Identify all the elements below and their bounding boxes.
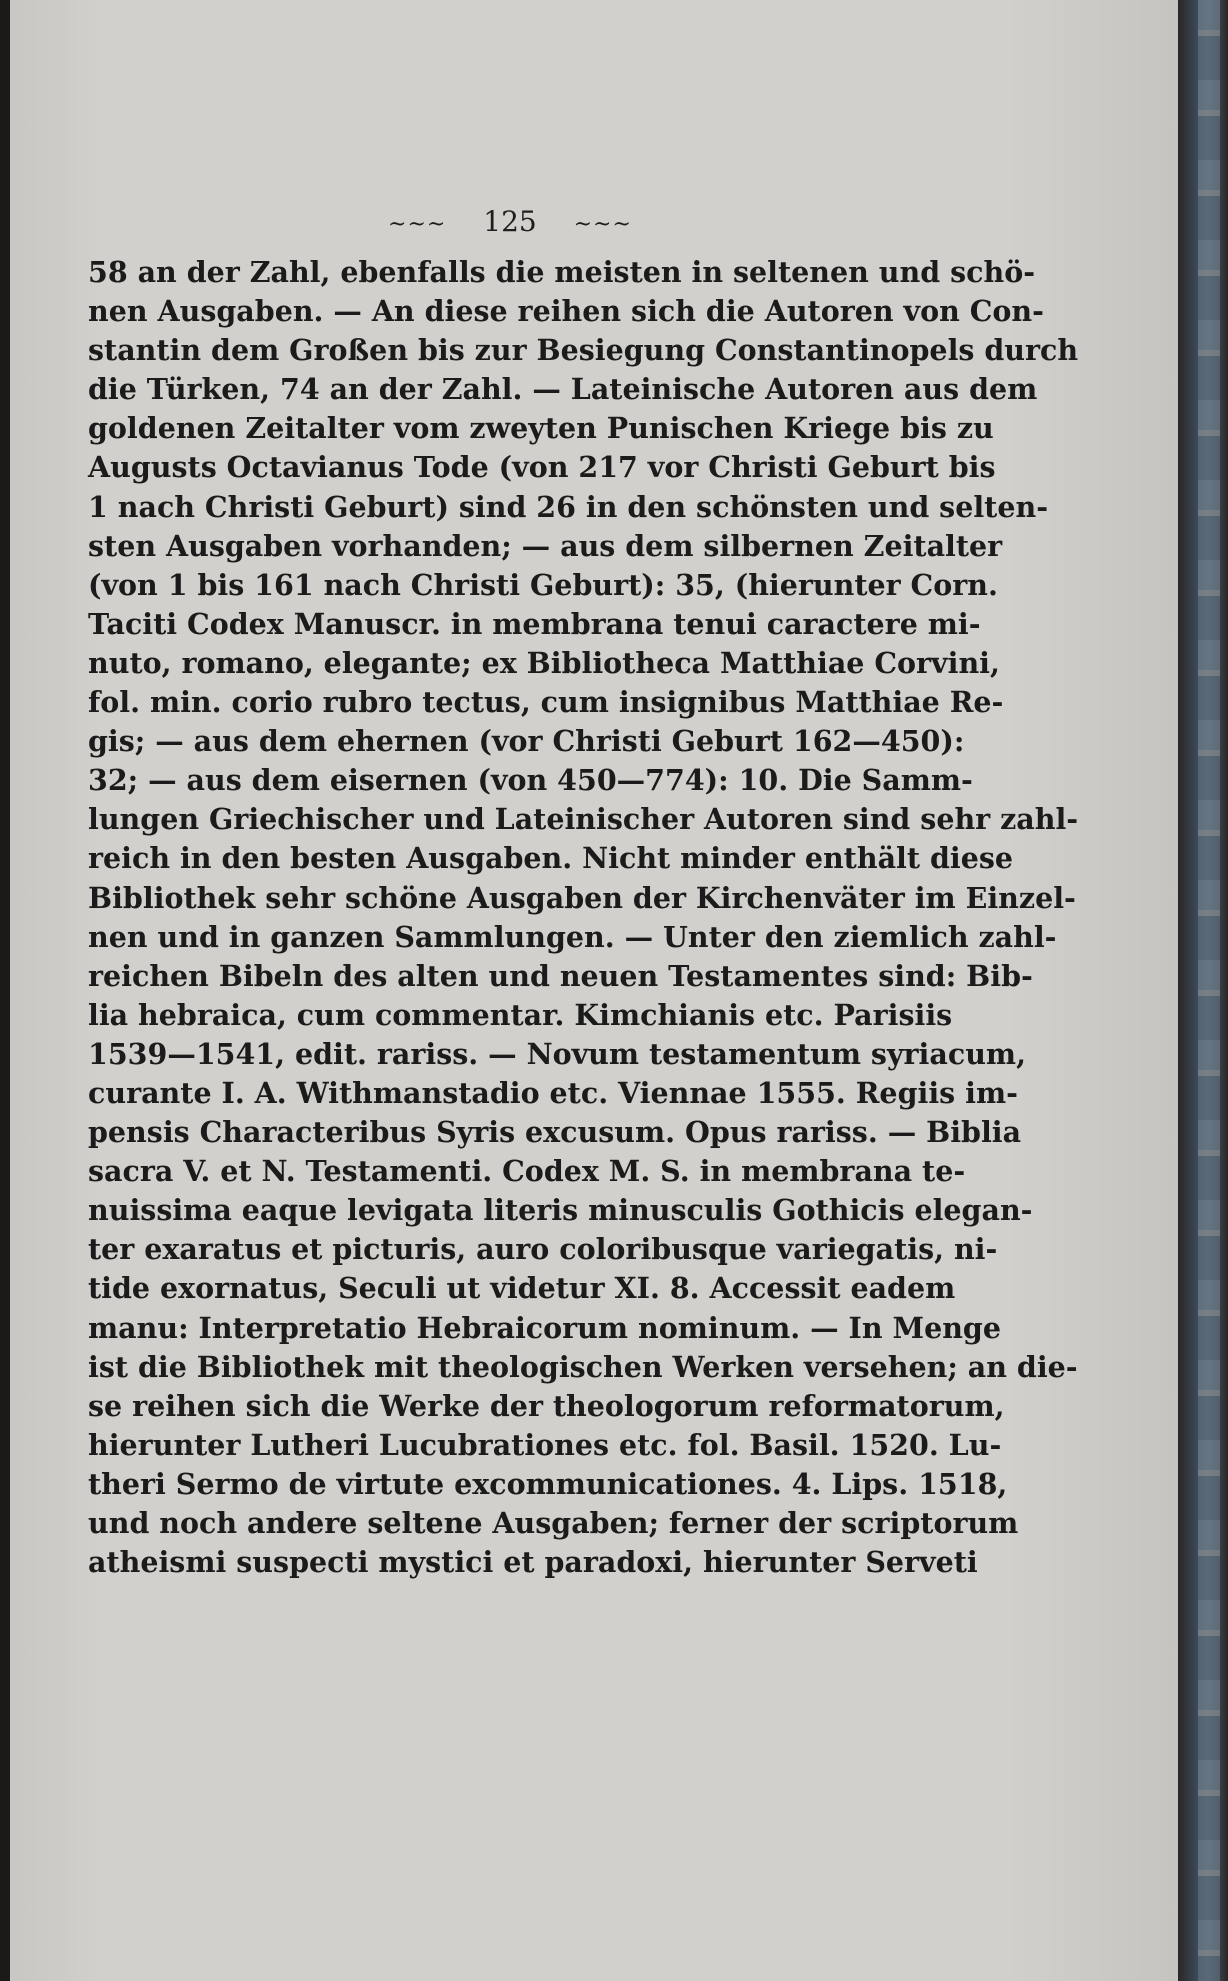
text-line: ist die Bibliothek mit theologischen Werken versehen; an die- [88, 1349, 1078, 1384]
text-line: (von 1 bis 161 nach Christi Geburt): 35, (hierunter Corn. [88, 567, 998, 602]
text-line: 58 an der Zahl, ebenfalls die meisten in seltenen und schö- [88, 255, 1036, 289]
text-line: nen Ausgaben. — An diese reihen sich die Autoren von Con- [88, 294, 1044, 329]
text-line: theri Sermo de virtute excommunicationes. 4. Lips. 1518, [88, 1466, 1008, 1501]
body-text [88, 253, 1079, 1582]
header-ornament-left: ~~~ [388, 212, 447, 237]
text-line: 1539—1541, edit. rariss. — Novum testamentum syriacum, [88, 1036, 1026, 1071]
text-line: gis; — aus dem ehernen (vor Christi Geburt 162—450): [88, 724, 965, 759]
text-line: lungen Griechischer und Lateinischer Autoren sind sehr zahl- [88, 802, 1079, 837]
text-line: nen und in ganzen Sammlungen. — Unter den ziemlich zahl- [88, 919, 1057, 954]
text-line: Augusts Octavianus Tode (von 217 vor Christi Geburt bis [88, 450, 996, 485]
page-header [10, 205, 1010, 238]
text-line: goldenen Zeitalter vom zweyten Punischen Kriege bis zu [88, 411, 994, 446]
text-line: nuissima eaque levigata literis minusculis Gothicis elegan- [88, 1193, 1033, 1228]
text-line: fol. min. corio rubro tectus, cum insignibus Matthiae Re- [88, 685, 1004, 720]
page-number: 125 [483, 205, 537, 238]
text-line: ter exaratus et picturis, auro coloribusque variegatis, ni- [88, 1232, 998, 1267]
text-line: stantin dem Großen bis zur Besiegung Constantinopels durch [88, 333, 1079, 368]
text-line: Taciti Codex Manuscr. in membrana tenui caractere mi- [88, 606, 981, 641]
text-line: Bibliothek sehr schöne Ausgaben der Kirchenväter im Einzel- [88, 880, 1076, 915]
text-line: lia hebraica, cum commentar. Kimchianis etc. Parisiis [88, 997, 953, 1032]
text-line: reich in den besten Ausgaben. Nicht minder enthält diese [88, 841, 1014, 876]
text-line: manu: Interpretatio Hebraicorum nominum. — In Menge [88, 1310, 1001, 1345]
text-line: pensis Characteribus Syris excusum. Opus rariss. — Biblia [88, 1115, 1022, 1150]
text-line: reichen Bibeln des alten und neuen Testamentes sind: Bib- [88, 958, 1033, 993]
text-line: sten Ausgaben vorhanden; — aus dem silbernen Zeitalter [88, 528, 1003, 563]
text-line: und noch andere seltene Ausgaben; ferner der scriptorum [88, 1506, 1019, 1540]
header-ornament-right: ~~~ [573, 212, 632, 237]
book-edge [1178, 0, 1228, 1981]
text-line: nuto, romano, elegante; ex Bibliotheca Matthiae Corvini, [88, 645, 1000, 680]
text-line: 1 nach Christi Geburt) sind 26 in den schönsten und selten- [88, 489, 1049, 524]
text-line: sacra V. et N. Testamenti. Codex M. S. in membrana te- [88, 1154, 966, 1189]
text-line: se reihen sich die Werke der theologorum reformatorum, [88, 1388, 1005, 1423]
text-line: hierunter Lutheri Lucubrationes etc. fol. Basil. 1520. Lu- [88, 1427, 1002, 1462]
text-line: tide exornatus, Seculi ut videtur XI. 8. Accessit eadem [88, 1271, 956, 1306]
text-line: die Türken, 74 an der Zahl. — Lateinische Autoren aus dem [88, 372, 1038, 407]
book-edge-texture [1198, 0, 1220, 1981]
text-line: curante I. A. Withmanstadio etc. Viennae 1555. Regiis im- [88, 1075, 1018, 1110]
book-page [10, 0, 1178, 1981]
text-line: 32; — aus dem eisernen (von 450—774): 10. Die Samm- [88, 763, 973, 798]
text-line: atheismi suspecti mystici et paradoxi, hierunter Serveti [88, 1545, 978, 1580]
